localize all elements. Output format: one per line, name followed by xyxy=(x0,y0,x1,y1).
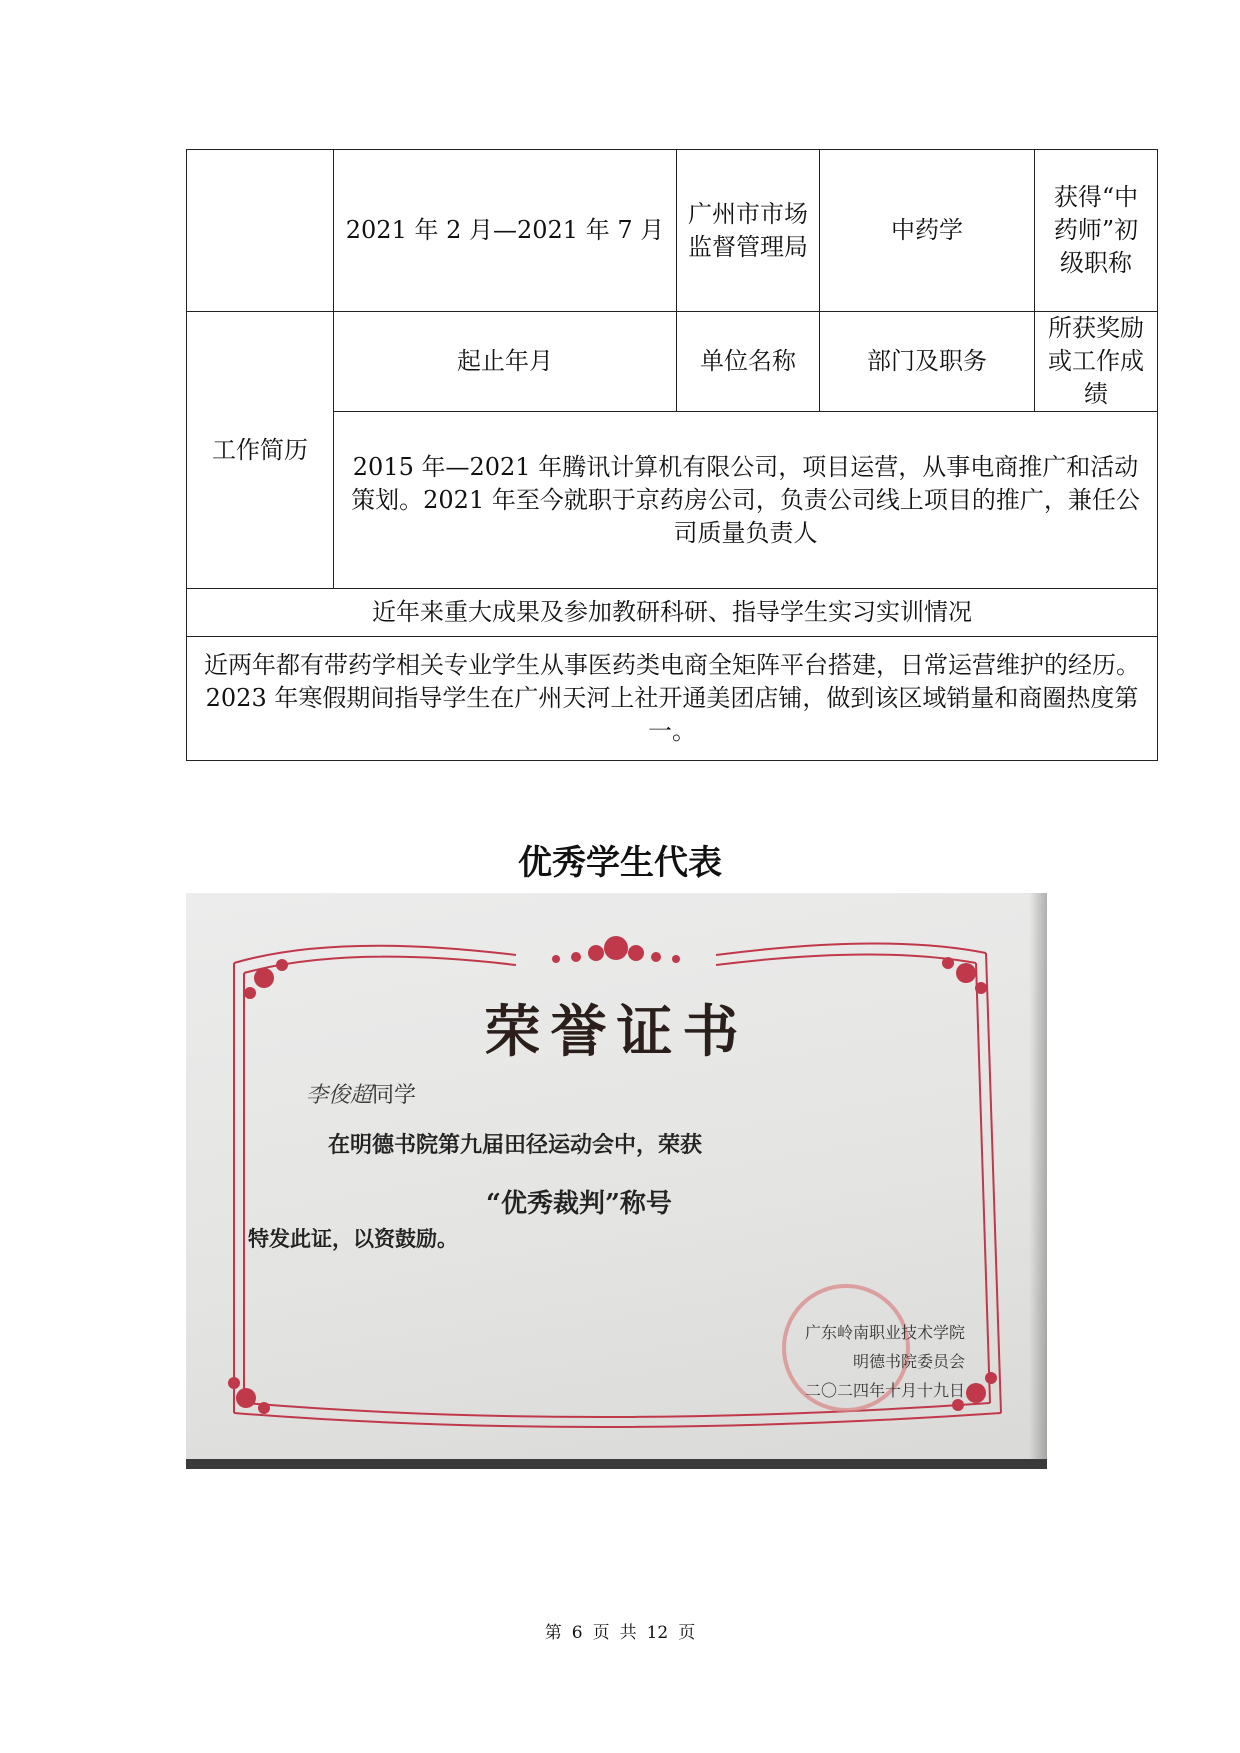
certificate-line-1: 在明德书院第九届田径运动会中，荣获 xyxy=(328,1132,703,1158)
footer-page-number: 6 xyxy=(571,1623,583,1643)
photo-bottom-edge xyxy=(186,1459,1047,1469)
footer-mid1: 页 xyxy=(592,1623,610,1643)
footer-suffix: 页 xyxy=(678,1623,696,1643)
certificate-recipient xyxy=(306,1078,416,1109)
resume-table xyxy=(186,149,1158,761)
issue-date: 二〇二四年十月十九日 xyxy=(804,1381,965,1400)
recipient-suffix: 同学 xyxy=(372,1083,417,1108)
certificate-heading: 荣誉证书 xyxy=(484,999,749,1065)
section-title: 优秀学生代表 xyxy=(518,843,722,883)
certificate-line-3: 特发此证，以资鼓励。 xyxy=(248,1226,458,1251)
recipient-handwritten-name: 李俊超 xyxy=(306,1083,373,1108)
footer-total-pages: 12 xyxy=(646,1623,669,1643)
work-header-period: 起止年月 xyxy=(334,312,677,412)
certificate-issuer xyxy=(805,1318,965,1405)
certificate-photo xyxy=(186,893,1047,1469)
study-institution: 广州市市场监督管理局 xyxy=(677,150,820,312)
page-footer xyxy=(0,1618,1240,1643)
work-header-awards: 所获奖励或工作成绩 xyxy=(1035,312,1158,412)
issuer-committee: 明德书院委员会 xyxy=(852,1352,965,1371)
study-row xyxy=(187,150,1158,312)
footer-mid2: 共 xyxy=(619,1623,637,1643)
study-major: 中药学 xyxy=(820,150,1035,312)
footer-prefix: 第 xyxy=(544,1623,562,1643)
empty-label-cell xyxy=(187,150,334,312)
study-period: 2021 年 2 月—2021 年 7 月 xyxy=(334,150,677,312)
issuer-college: 广东岭南职业技术学院 xyxy=(804,1323,965,1342)
study-result: 获得“中药师”初级职称 xyxy=(1035,150,1158,312)
work-description: 2015 年—2021 年腾讯计算机有限公司，项目运营，从事电商推广和活动策划。2021 年至今就职于京药房公司，负责公司线上项目的推广，兼任公司质量负责人 xyxy=(334,412,1158,589)
certificate-line-2: “优秀裁判”称号 xyxy=(486,1189,672,1219)
achievements-text: 近两年都有带药学相关专业学生从事医药类电商全矩阵平台搭建，日常运营维护的经历。2023 年寒假期间指导学生在广州天河上社开通美团店铺，做到该区域销量和商圈热度第一。 xyxy=(187,637,1158,761)
work-header-row xyxy=(187,312,1158,412)
floral-ornament-top xyxy=(552,936,680,963)
work-section-label: 工作简历 xyxy=(187,312,334,589)
achievements-row xyxy=(187,637,1158,761)
work-header-dept: 部门及职务 xyxy=(820,312,1035,412)
work-header-unit: 单位名称 xyxy=(677,312,820,412)
achievements-header: 近年来重大成果及参加教研科研、指导学生实习实训情况 xyxy=(187,589,1158,637)
photo-edge-shadow xyxy=(1029,893,1047,1469)
achievements-header-row xyxy=(187,589,1158,637)
